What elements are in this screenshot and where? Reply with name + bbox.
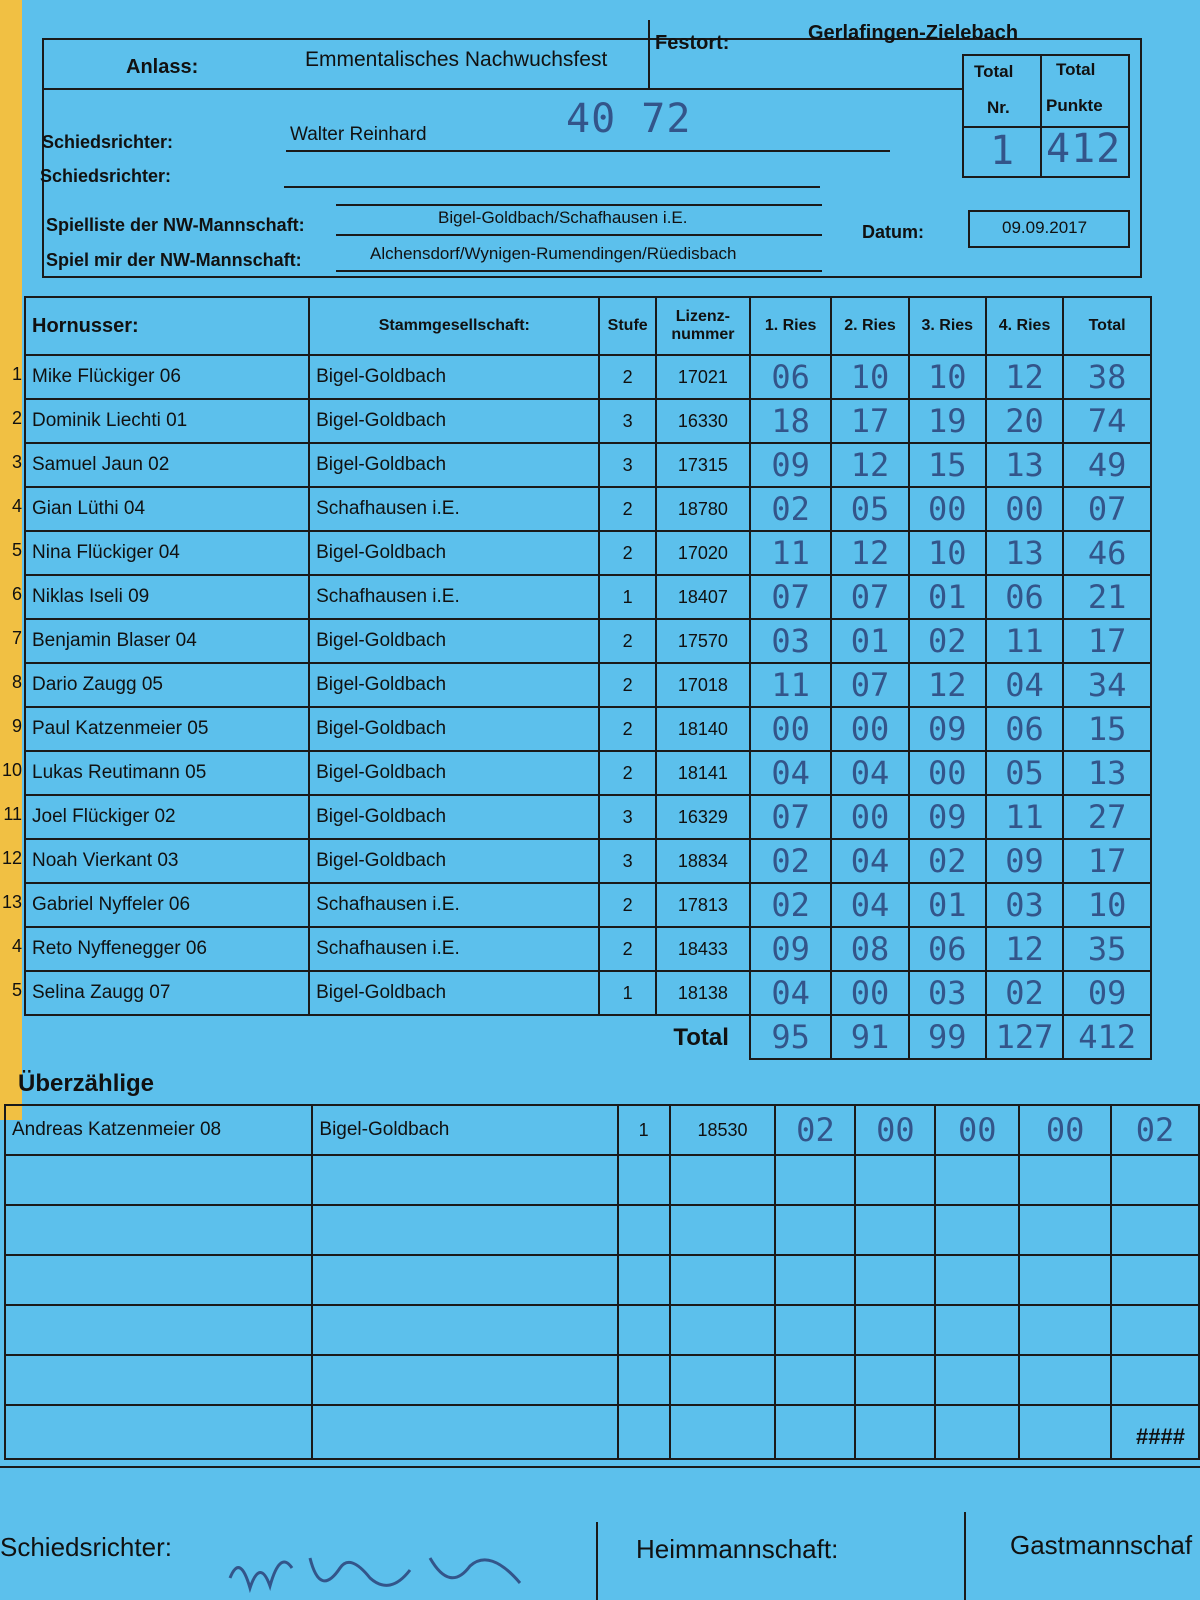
ries-1-score: 07: [750, 575, 831, 619]
table-row: [25, 531, 1151, 575]
empty-row: [5, 1305, 1199, 1355]
table-row: [25, 795, 1151, 839]
player-gesellschaft: Bigel-Goldbach: [309, 839, 599, 883]
player-name: Dominik Liechti 01: [25, 399, 309, 443]
ries-4-score: 11: [986, 619, 1063, 663]
ries-2-score: 07: [831, 663, 908, 707]
row-number: 10: [2, 760, 23, 780]
ries-1-score: 04: [750, 971, 831, 1015]
player-lizenz: 18138: [656, 971, 750, 1015]
ries-1-score: 03: [750, 619, 831, 663]
player-stufe: 2: [599, 927, 655, 971]
festort-value: Gerlafingen-Zielebach: [808, 22, 1019, 44]
row-number: 12: [2, 848, 23, 868]
row-number: 13: [2, 892, 23, 912]
row-total: 35: [1063, 927, 1151, 971]
anlass-label: Anlass:: [126, 56, 199, 78]
total-nr-value: 1: [990, 128, 1016, 174]
empty-row: [5, 1205, 1199, 1255]
total-punkte-value: 412: [1046, 126, 1122, 172]
col-stammgesellschaft: Stammgesellschaft:: [309, 297, 599, 355]
totals-row: [25, 1015, 1151, 1059]
ries-3-score: 06: [909, 927, 986, 971]
ries-2-score: 00: [831, 795, 908, 839]
row-number: 5: [11, 980, 22, 1000]
player-stufe: 2: [599, 487, 655, 531]
total-nr-label-1: Total: [974, 62, 1014, 81]
ries-4-score: 13: [986, 443, 1063, 487]
player-gesellschaft: Schafhausen i.E.: [309, 927, 599, 971]
table-row: [25, 751, 1151, 795]
player-stufe: 3: [599, 795, 655, 839]
schiedsrichter-value: Walter Reinhard: [290, 124, 427, 145]
ries-4-score: 00: [986, 487, 1063, 531]
player-lizenz: 18780: [656, 487, 750, 531]
row-number: 7: [11, 628, 22, 648]
player-stufe: 2: [599, 707, 655, 751]
player-gesellschaft: Bigel-Goldbach: [309, 663, 599, 707]
ries-2-score: 17: [831, 399, 908, 443]
ries-3-score: 00: [909, 487, 986, 531]
ries-1-score: 02: [750, 883, 831, 927]
player-stufe: 1: [599, 971, 655, 1015]
player-name: Dario Zaugg 05: [25, 663, 309, 707]
player-stufe: 2: [599, 663, 655, 707]
ries-1-score: 04: [750, 751, 831, 795]
total-punkte-label-1: Total: [1056, 60, 1096, 79]
ries-3-score: 03: [909, 971, 986, 1015]
ries-1-score: 18: [750, 399, 831, 443]
extra-stufe: 1: [618, 1105, 670, 1155]
player-gesellschaft: Bigel-Goldbach: [309, 399, 599, 443]
player-stufe: 2: [599, 883, 655, 927]
table-row: [25, 399, 1151, 443]
ries-1-score: 06: [750, 355, 831, 399]
ries-3-score: 19: [909, 399, 986, 443]
row-number: 5: [11, 540, 22, 560]
ries-3-score: 09: [909, 707, 986, 751]
col-ries-3: 3. Ries: [909, 297, 986, 355]
player-lizenz: 17020: [656, 531, 750, 575]
row-number: 1: [11, 364, 22, 384]
player-name: Mike Flückiger 06: [25, 355, 309, 399]
ries-4-score: 05: [986, 751, 1063, 795]
player-stufe: 3: [599, 839, 655, 883]
ries-3-score: 02: [909, 839, 986, 883]
totals-label: Total: [673, 1023, 729, 1051]
player-lizenz: 18141: [656, 751, 750, 795]
total-ries-3: 99: [909, 1015, 986, 1059]
total-ries-4: 127: [986, 1015, 1063, 1059]
row-total: 10: [1063, 883, 1151, 927]
ries-1-score: 11: [750, 531, 831, 575]
ries-3-score: 02: [909, 619, 986, 663]
row-total: 49: [1063, 443, 1151, 487]
table-row: [25, 487, 1151, 531]
player-stufe: 2: [599, 619, 655, 663]
player-stufe: 2: [599, 751, 655, 795]
player-stufe: 2: [599, 355, 655, 399]
ries-4-score: 13: [986, 531, 1063, 575]
col-lizenz: [656, 297, 750, 355]
footer-heim-label: Heimmannschaft:: [636, 1534, 839, 1564]
extra-name: Andreas Katzenmeier 08: [5, 1105, 312, 1155]
total-sum: 412: [1063, 1015, 1151, 1059]
player-name: Niklas Iseli 09: [25, 575, 309, 619]
total-nr-label-2: Nr.: [987, 98, 1010, 117]
spielliste-label: Spielliste der NW-Mannschaft:: [46, 215, 305, 235]
player-name: Paul Katzenmeier 05: [25, 707, 309, 751]
player-lizenz: 17021: [656, 355, 750, 399]
extra-row: [5, 1105, 1199, 1155]
extra-ries-2: 00: [855, 1105, 935, 1155]
schiedsrichter2-label: Schiedsrichter:: [40, 166, 172, 186]
player-stufe: 2: [599, 531, 655, 575]
row-total: 38: [1063, 355, 1151, 399]
spielliste-value: Bigel-Goldbach/Schafhausen i.E.: [438, 208, 688, 227]
player-gesellschaft: Schafhausen i.E.: [309, 487, 599, 531]
ries-1-score: 00: [750, 707, 831, 751]
player-name: Reto Nyffenegger 06: [25, 927, 309, 971]
empty-row: [5, 1155, 1199, 1205]
empty-row: [5, 1355, 1199, 1405]
datum-label: Datum:: [862, 222, 924, 242]
player-name: Samuel Jaun 02: [25, 443, 309, 487]
anlass-value: Emmentalisches Nachwuchsfest: [305, 48, 608, 71]
player-gesellschaft: Bigel-Goldbach: [309, 531, 599, 575]
player-stufe: 3: [599, 443, 655, 487]
ries-1-score: 02: [750, 839, 831, 883]
row-number: 6: [11, 584, 22, 604]
table-row: [25, 707, 1151, 751]
player-gesellschaft: Schafhausen i.E.: [309, 575, 599, 619]
ries-4-score: 11: [986, 795, 1063, 839]
ries-2-score: 10: [831, 355, 908, 399]
ries-1-score: 11: [750, 663, 831, 707]
player-gesellschaft: Schafhausen i.E.: [309, 883, 599, 927]
player-name: Nina Flückiger 04: [25, 531, 309, 575]
player-name: Benjamin Blaser 04: [25, 619, 309, 663]
ries-4-score: 20: [986, 399, 1063, 443]
player-name: Selina Zaugg 07: [25, 971, 309, 1015]
extra-lizenz: 18530: [670, 1105, 776, 1155]
table-row: [25, 971, 1151, 1015]
ries-4-score: 04: [986, 663, 1063, 707]
score-table: [24, 296, 1152, 1060]
player-stufe: 1: [599, 575, 655, 619]
row-total: 09: [1063, 971, 1151, 1015]
player-lizenz: 18407: [656, 575, 750, 619]
player-lizenz: 17315: [656, 443, 750, 487]
row-total: 34: [1063, 663, 1151, 707]
ries-2-score: 12: [831, 443, 908, 487]
ries-4-score: 12: [986, 355, 1063, 399]
schiedsrichter-label: Schiedsrichter:: [42, 132, 174, 152]
table-row: [25, 883, 1151, 927]
player-gesellschaft: Bigel-Goldbach: [309, 619, 599, 663]
row-number: 11: [3, 804, 22, 824]
player-gesellschaft: Bigel-Goldbach: [309, 355, 599, 399]
player-gesellschaft: Bigel-Goldbach: [309, 707, 599, 751]
ries-3-score: 12: [909, 663, 986, 707]
total-ries-1: 95: [750, 1015, 831, 1059]
row-number: 3: [11, 452, 22, 472]
empty-row: [5, 1405, 1199, 1459]
ries-2-score: 01: [831, 619, 908, 663]
ries-3-score: 15: [909, 443, 986, 487]
ries-2-score: 00: [831, 971, 908, 1015]
row-number: 4: [11, 936, 22, 956]
row-total: 15: [1063, 707, 1151, 751]
ries-3-score: 09: [909, 795, 986, 839]
ries-2-score: 04: [831, 883, 908, 927]
ries-3-score: 10: [909, 531, 986, 575]
ries-3-score: 01: [909, 575, 986, 619]
table-row: [25, 575, 1151, 619]
ries-1-score: 02: [750, 487, 831, 531]
footer-gast-label: Gastmannschaf: [1010, 1530, 1193, 1560]
extra-total: 02: [1111, 1105, 1199, 1155]
col-stufe: Stufe: [599, 297, 655, 355]
datum-value: 09.09.2017: [1002, 218, 1088, 237]
ries-4-score: 02: [986, 971, 1063, 1015]
ries-2-score: 07: [831, 575, 908, 619]
player-gesellschaft: Bigel-Goldbach: [309, 751, 599, 795]
ries-4-score: 12: [986, 927, 1063, 971]
extra-gesellschaft: Bigel-Goldbach: [312, 1105, 617, 1155]
col-ries-1: 1. Ries: [750, 297, 831, 355]
ries-4-score: 03: [986, 883, 1063, 927]
table-row: [25, 355, 1151, 399]
ries-3-score: 00: [909, 751, 986, 795]
player-lizenz: 18834: [656, 839, 750, 883]
col-lizenz-line1: Lizenz-: [675, 308, 730, 325]
row-total: 13: [1063, 751, 1151, 795]
ries-2-score: 04: [831, 751, 908, 795]
col-ries-2: 2. Ries: [831, 297, 908, 355]
player-lizenz: 18433: [656, 927, 750, 971]
row-total: 17: [1063, 619, 1151, 663]
player-name: Noah Vierkant 03: [25, 839, 309, 883]
spiel-value: Alchensdorf/Wynigen-Rumendingen/Rüedisbach: [370, 244, 737, 263]
table-row: [25, 839, 1151, 883]
table-row: [25, 619, 1151, 663]
player-lizenz: 16329: [656, 795, 750, 839]
ries-2-score: 04: [831, 839, 908, 883]
ries-4-score: 06: [986, 575, 1063, 619]
ries-2-score: 00: [831, 707, 908, 751]
table-row: [25, 443, 1151, 487]
ries-3-score: 01: [909, 883, 986, 927]
ries-2-score: 05: [831, 487, 908, 531]
empty-row: [5, 1255, 1199, 1305]
col-ries-4: 4. Ries: [986, 297, 1063, 355]
row-total: 27: [1063, 795, 1151, 839]
ries-4-score: 09: [986, 839, 1063, 883]
extra-ries-4: 00: [1019, 1105, 1111, 1155]
player-lizenz: 16330: [656, 399, 750, 443]
row-number: 8: [11, 672, 22, 692]
ries-1-score: 07: [750, 795, 831, 839]
festort-label: Festort:: [655, 32, 730, 54]
row-number: 9: [11, 716, 22, 736]
row-total: 21: [1063, 575, 1151, 619]
ries-1-score: 09: [750, 443, 831, 487]
row-total: 46: [1063, 531, 1151, 575]
player-stufe: 3: [599, 399, 655, 443]
table-row: [25, 663, 1151, 707]
ries-2-score: 12: [831, 531, 908, 575]
row-total: 74: [1063, 399, 1151, 443]
player-gesellschaft: Bigel-Goldbach: [309, 795, 599, 839]
player-gesellschaft: Bigel-Goldbach: [309, 443, 599, 487]
referee-signature: [220, 1548, 540, 1600]
extra-ries-1: 02: [775, 1105, 855, 1155]
ries-3-score: 10: [909, 355, 986, 399]
row-number: 4: [11, 496, 22, 516]
player-lizenz: 17570: [656, 619, 750, 663]
col-total: Total: [1063, 297, 1151, 355]
footer-schiedsrichter-label: Schiedsrichter:: [0, 1532, 172, 1562]
player-gesellschaft: Bigel-Goldbach: [309, 971, 599, 1015]
player-lizenz: 17018: [656, 663, 750, 707]
extra-table: [4, 1104, 1200, 1460]
row-total: 07: [1063, 487, 1151, 531]
col-lizenz-line2: nummer: [671, 326, 735, 343]
player-name: Gabriel Nyffeler 06: [25, 883, 309, 927]
schiedsrichter-note: 40 72: [566, 96, 692, 142]
total-ries-2: 91: [831, 1015, 908, 1059]
extra-ries-3: 00: [935, 1105, 1019, 1155]
player-lizenz: 17813: [656, 883, 750, 927]
ries-1-score: 09: [750, 927, 831, 971]
total-punkte-label-2: Punkte: [1046, 96, 1103, 115]
player-name: Lukas Reutimann 05: [25, 751, 309, 795]
row-number: 2: [11, 408, 22, 428]
player-name: Gian Lüthi 04: [25, 487, 309, 531]
hash-marks: ####: [1136, 1424, 1185, 1449]
ries-2-score: 08: [831, 927, 908, 971]
col-hornusser: Hornusser:: [25, 297, 309, 355]
table-row: [25, 927, 1151, 971]
ries-4-score: 06: [986, 707, 1063, 751]
extra-title: Überzählige: [18, 1070, 155, 1097]
row-total: 17: [1063, 839, 1151, 883]
spiel-label: Spiel mir der NW-Mannschaft:: [46, 250, 302, 270]
player-lizenz: 18140: [656, 707, 750, 751]
player-name: Joel Flückiger 02: [25, 795, 309, 839]
